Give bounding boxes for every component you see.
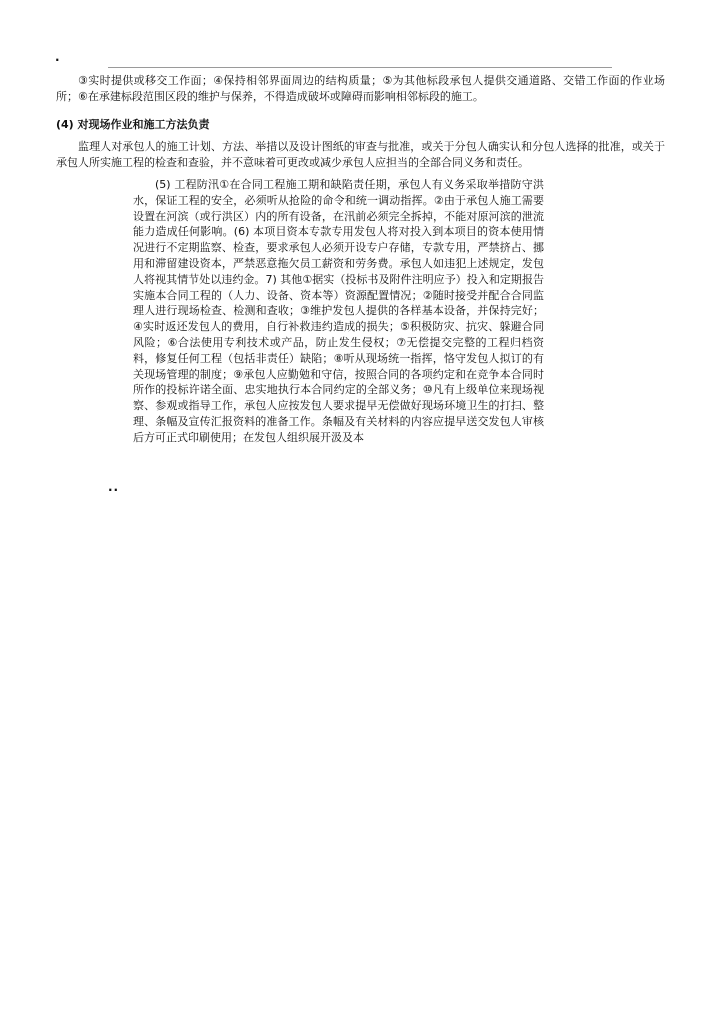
paragraph-interface-duties: ③实时提供或移交工作面；④保持相邻界面周边的结构质量；⑤为其他标段承包人提供交通道路、交错工作面的作业场所；⑥在承建标段范围区段的维护与保养，不得造成破坏或障碍而影响相邻标段的施工。: [56, 74, 665, 103]
header-rule: [108, 67, 612, 68]
page-end-mark: ··: [108, 483, 120, 497]
paragraph-supervisor-approval: 监理人对承包人的施工计划、方法、举措以及设计图纸的审查与批准，或关于分包人确实认和分包人选择的批准，或关于承包人所实施工程的检查和查验，并不意味着可更改或减少承包人应担当的全部合同义务和责任。: [56, 140, 665, 169]
paragraph-flood-funds-other: (5) 工程防汛①在合同工程施工期和缺陷责任期，承包人有义务采取举措防守洪水，保证工程的安全，必须听从抢险的命令和统一调动指挥。②由于承包人施工需要设置在河滨（或行洪区）内的所有设备，在汛前必须完全拆掉，不能对原河滨的泄流能力造成任何影响。(6) 本项目资本专款专用发包人将对投入到本项目的资本使用情况进行不定期监察、检查，要求承包人必须开设专户存储，专款专用，严禁挤占、挪用和滞留建设资本，严禁恶意拖欠员工薪资和劳务费。承包人如违犯上述规定，发包人将视其情节处以违约金。7) 其他①据实（投标书及附件注明应予）投入和定期报告实施本合同工程的（人力、设备、资本等）资源配置情况；②随时接受并配合合同监理人进行现场检查、检测和查收；③维护发包人提供的各样基本设备，并保持完好；④实时返还发包人的费用，自行补救违约造成的损失；⑤积极防灾、抗灾、躲避合同风险；⑥合法使用专利技术或产品，防止发生侵权；⑦无偿提交完整的工程归档资料，修复任何工程（包括非责任）缺陷；⑧听从现场统一指挥，恪守发包人拟订的有关现场管理的制度；⑨承包人应勤勉和守信，按照合同的各项约定和在竞争本合同时所作的投标许诺全面、忠实地执行本合同约定的全部义务；⑩凡有上级单位来现场视察、参观或指导工作，承包人应按发包人要求提早无偿做好现场环境卫生的打扫、整理、条幅及宣传汇报资料的准备工作。条幅及有关材料的内容应提早送交发包人审核后方可正式印刷使用；在发包人组织展开汲及本: [133, 178, 544, 444]
page-corner-mark: ·: [55, 53, 60, 67]
section-heading-4: (4) 对现场作业和施工方法负责: [56, 118, 210, 131]
